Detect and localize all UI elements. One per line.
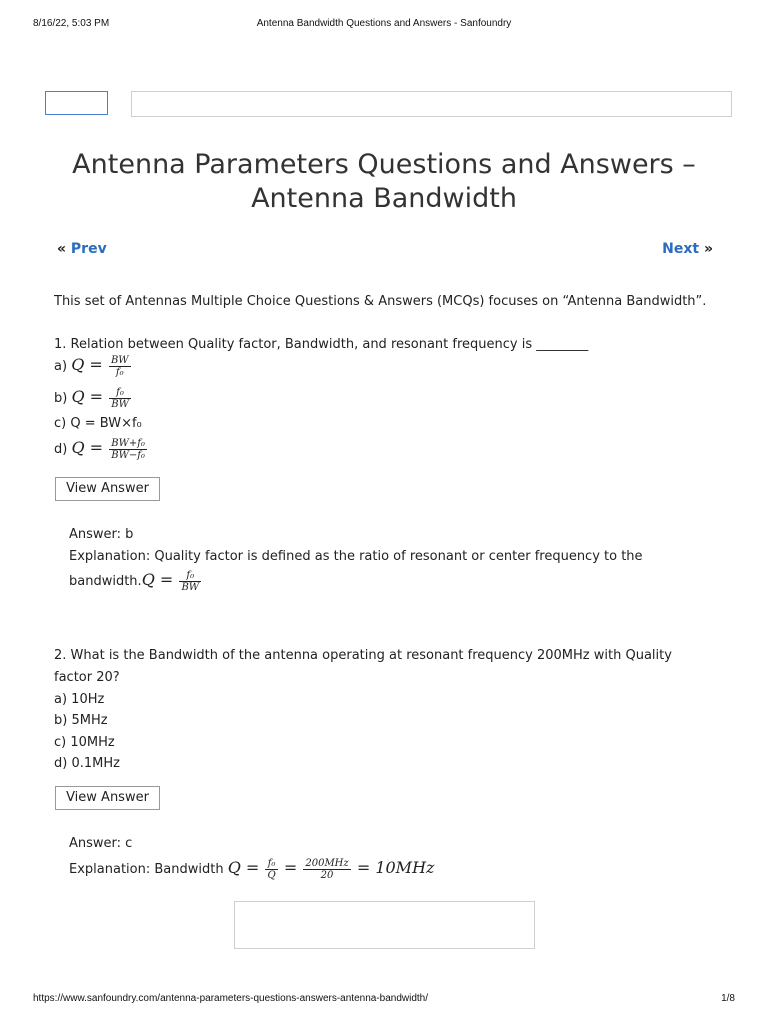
- placeholder-box: [45, 91, 108, 115]
- denominator: Q: [267, 870, 276, 881]
- print-datetime: 8/16/22, 5:03 PM: [33, 18, 110, 29]
- formula-lhs: Q =: [71, 438, 104, 457]
- numerator: f₀: [179, 570, 201, 582]
- q1-option-c: [54, 414, 142, 434]
- ad-banner-placeholder: [131, 91, 732, 117]
- fraction: [109, 355, 131, 378]
- q2-option-d: d) 0.1MHz: [54, 756, 120, 771]
- explanation-text: bandwidth.: [69, 574, 142, 589]
- fraction: [109, 387, 131, 410]
- option-prefix: b): [54, 391, 68, 406]
- next-link-label[interactable]: Next: [662, 241, 700, 257]
- q1-option-d: [54, 438, 149, 461]
- next-link[interactable]: [662, 241, 713, 257]
- denominator: BW−f₀: [111, 450, 145, 461]
- denominator: BW: [111, 399, 129, 410]
- q2-explanation: [69, 858, 434, 881]
- equals-sign: =: [283, 858, 298, 877]
- formula-result: = 10MHz: [356, 858, 435, 877]
- q1-option-a: [54, 355, 133, 378]
- numerator: 200MHz: [305, 858, 349, 869]
- view-answer-button[interactable]: View Answer: [55, 786, 160, 810]
- prev-link[interactable]: [57, 241, 107, 257]
- q1-explanation-cont: [69, 570, 203, 593]
- fraction: [109, 438, 147, 461]
- page-title: Antenna Parameters Questions and Answers – Antenna Bandwidth: [72, 149, 696, 214]
- formula-lhs: Q =: [141, 570, 174, 589]
- next-arrow: »: [703, 241, 713, 257]
- numerator: f₀: [265, 858, 277, 870]
- option-prefix: a): [54, 359, 68, 374]
- ad-placeholder: [234, 901, 535, 949]
- q2-option-b: b) 5MHz: [54, 713, 108, 728]
- fraction: [303, 858, 350, 881]
- numerator: BW: [110, 355, 129, 366]
- q2-answer: Answer: c: [69, 836, 133, 851]
- print-url: https://www.sanfoundry.com/antenna-parameters-questions-answers-antenna-bandwidth/: [33, 993, 429, 1004]
- q2-option-a: a) 10Hz: [54, 692, 105, 707]
- formula-lhs: Q =: [227, 858, 260, 877]
- intro-text: This set of Antennas Multiple Choice Questions & Answers (MCQs) focuses on “Antenna Bandwidth”.: [54, 294, 707, 309]
- denominator: 20: [320, 870, 334, 881]
- option-prefix: d): [54, 442, 68, 457]
- option-prefix: c): [54, 416, 67, 431]
- q1-answer: Answer: b: [69, 527, 134, 542]
- formula-lhs: Q =: [71, 387, 104, 406]
- prev-arrow: «: [57, 241, 67, 257]
- print-title: Antenna Bandwidth Questions and Answers - Sanfoundry: [256, 18, 512, 29]
- fraction: [265, 858, 277, 881]
- fraction: [179, 570, 201, 593]
- numerator: BW+f₀: [111, 438, 145, 449]
- explanation-text: Explanation: Bandwidth: [69, 862, 224, 877]
- question-2-text-cont: factor 20?: [54, 670, 120, 685]
- print-page-number: 1/8: [721, 993, 735, 1004]
- prev-link-label[interactable]: Prev: [70, 241, 107, 257]
- question-1-text: 1. Relation between Quality factor, Bandwidth, and resonant frequency is ________: [54, 337, 589, 352]
- view-answer-button[interactable]: View Answer: [55, 477, 160, 501]
- q2-option-c: c) 10MHz: [54, 735, 115, 750]
- denominator: f₀: [115, 367, 124, 378]
- q1-option-b: [54, 387, 133, 410]
- q1-explanation: Explanation: Quality factor is defined as the ratio of resonant or center frequency to the: [69, 549, 643, 564]
- option-text: Q = BW×f₀: [70, 416, 142, 431]
- formula-lhs: Q =: [71, 355, 103, 374]
- numerator: f₀: [109, 387, 131, 399]
- denominator: BW: [181, 582, 200, 593]
- question-2-text: 2. What is the Bandwidth of the antenna operating at resonant frequency 200MHz with Quality: [54, 648, 672, 663]
